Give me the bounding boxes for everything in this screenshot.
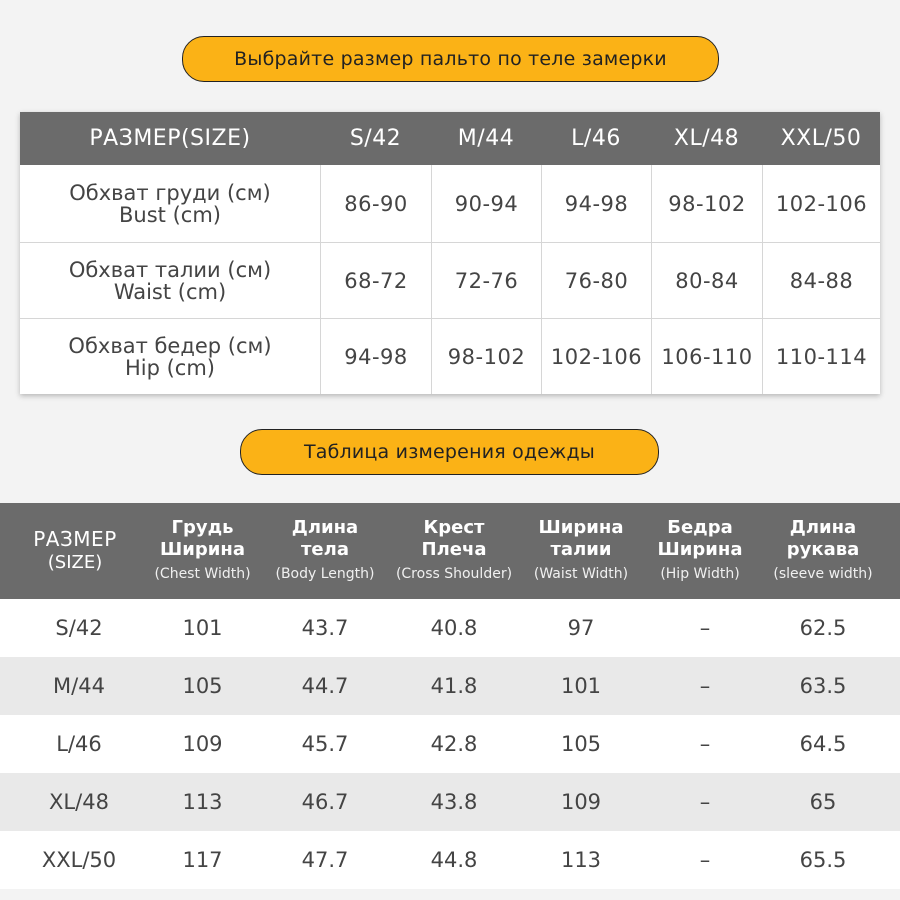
- table-cell: 46.7: [301, 790, 349, 814]
- table-cell: –: [699, 616, 711, 640]
- table-cell: 98-102: [431, 319, 541, 394]
- table-cell: 109: [560, 790, 602, 814]
- row-label-waist: [20, 243, 320, 318]
- table-cell: 65: [809, 790, 837, 814]
- table-cell: 117: [182, 848, 223, 872]
- table-row: [0, 715, 900, 773]
- header-chest-width: [150, 503, 255, 599]
- header-body-length: [260, 503, 390, 599]
- table-cell: 86-90: [320, 165, 431, 242]
- table-cell: 113: [182, 790, 223, 814]
- header-ru: РАЗМЕР: [33, 527, 117, 551]
- banner-garment-measurements-text: Таблица измерения одежды: [303, 441, 596, 463]
- header-en: (sleeve width): [773, 566, 873, 582]
- header-waist-width: [522, 503, 640, 599]
- table-cell: 94-98: [320, 319, 431, 394]
- header-s42: S/42: [349, 126, 402, 151]
- row-label-en: Waist (cm): [113, 279, 227, 304]
- row-label-en: Hip (cm): [124, 355, 216, 380]
- header-size: [0, 503, 150, 599]
- body-size-table: [20, 112, 880, 394]
- header-l46: L/46: [571, 126, 621, 151]
- row-label-hip: [20, 319, 320, 394]
- table-cell: 105: [560, 732, 602, 756]
- header-ru: Длина: [789, 517, 857, 538]
- table-cell: 44.8: [430, 848, 478, 872]
- table-row: [0, 657, 900, 715]
- header-sleeve-width: [762, 503, 884, 599]
- table-row-waist: [20, 243, 880, 318]
- table-cell: –: [699, 790, 711, 814]
- table-cell: M/44: [53, 674, 105, 698]
- table-cell: 102-106: [762, 165, 880, 242]
- row-label-ru: Обхват бедер (см): [68, 333, 272, 358]
- table-cell: 106-110: [651, 319, 762, 394]
- table-cell: L/46: [56, 732, 102, 756]
- table-cell: 84-88: [762, 243, 880, 318]
- table-cell: 43.7: [301, 616, 349, 640]
- header-en: (Cross Shoulder): [395, 566, 513, 582]
- row-label-en: Bust (cm): [119, 202, 221, 227]
- header-ru: Ширина: [657, 539, 743, 560]
- row-label-ru: Обхват груди (см): [69, 180, 271, 205]
- header-xxl50: XXL/50: [780, 126, 862, 151]
- table-cell: 113: [560, 848, 602, 872]
- row-label-ru: Обхват талии (см): [68, 257, 272, 282]
- table-cell: 101: [560, 674, 602, 698]
- header-en: (Hip Width): [660, 566, 740, 582]
- table-cell: –: [699, 732, 711, 756]
- table-cell: –: [699, 848, 711, 872]
- table-cell: 42.8: [430, 732, 478, 756]
- header-en: (Waist Width): [533, 566, 629, 582]
- table-cell: 64.5: [799, 732, 847, 756]
- header-ru: Крест: [423, 517, 485, 538]
- row-label-bust: [20, 165, 320, 242]
- table-cell: 98-102: [651, 165, 762, 242]
- table-cell: 80-84: [651, 243, 762, 318]
- table-row-hip: [20, 319, 880, 394]
- header-en: (Chest Width): [154, 566, 251, 582]
- header-ru: Ширина: [538, 517, 624, 538]
- table-cell: 44.7: [301, 674, 349, 698]
- header-xl48: XL/48: [673, 126, 740, 151]
- header-hip-width: [645, 503, 755, 599]
- table-row: [0, 831, 900, 889]
- table-cell: XXL/50: [41, 848, 117, 872]
- header-ru: тела: [301, 539, 349, 560]
- table-cell: 47.7: [301, 848, 349, 872]
- header-cross-shoulder: [388, 503, 520, 599]
- banner-body-measurements-text: Выбрайте размер пальто по теле замерки: [234, 48, 667, 70]
- table-cell: 90-94: [431, 165, 541, 242]
- header-size: РАЗМЕР(SIZE): [89, 126, 251, 151]
- header-ru: Плеча: [421, 539, 487, 560]
- banner-garment-measurements: [240, 429, 659, 475]
- garment-size-table: [0, 503, 900, 900]
- header-ru: Длина: [291, 517, 359, 538]
- table-cell: 43.8: [430, 790, 478, 814]
- banner-body-measurements: [182, 36, 719, 82]
- header-ru: Грудь: [171, 517, 234, 538]
- table-row-bust: [20, 165, 880, 242]
- header-en: (Body Length): [275, 566, 375, 582]
- table-cell: –: [699, 674, 711, 698]
- table-cell: 94-98: [541, 165, 651, 242]
- table-cell: 101: [182, 616, 223, 640]
- header-en: (SIZE): [47, 552, 103, 573]
- table-cell: 76-80: [541, 243, 651, 318]
- header-ru: Бедра: [667, 517, 733, 538]
- table-cell: 40.8: [430, 616, 478, 640]
- table-cell: XL/48: [49, 790, 109, 814]
- table-cell: 65.5: [799, 848, 847, 872]
- table-cell: 62.5: [799, 616, 847, 640]
- table-cell: 105: [182, 674, 223, 698]
- table-cell: 97: [567, 616, 595, 640]
- table-cell: 110-114: [762, 319, 880, 394]
- table-cell: 41.8: [430, 674, 478, 698]
- garment-size-table-header: [0, 503, 900, 599]
- table-row: [0, 599, 900, 657]
- table-cell: 68-72: [320, 243, 431, 318]
- table-row: [0, 773, 900, 831]
- header-m44: M/44: [457, 126, 515, 151]
- table-cell: S/42: [55, 616, 103, 640]
- table-cell: 63.5: [799, 674, 847, 698]
- header-ru: Ширина: [160, 539, 245, 560]
- header-ru: рукава: [786, 539, 860, 560]
- table-cell: 45.7: [301, 732, 349, 756]
- table-cell: 102-106: [541, 319, 651, 394]
- header-ru: талии: [550, 539, 612, 560]
- table-cell: 109: [182, 732, 223, 756]
- table-cell: 72-76: [431, 243, 541, 318]
- body-size-table-header: [20, 112, 880, 165]
